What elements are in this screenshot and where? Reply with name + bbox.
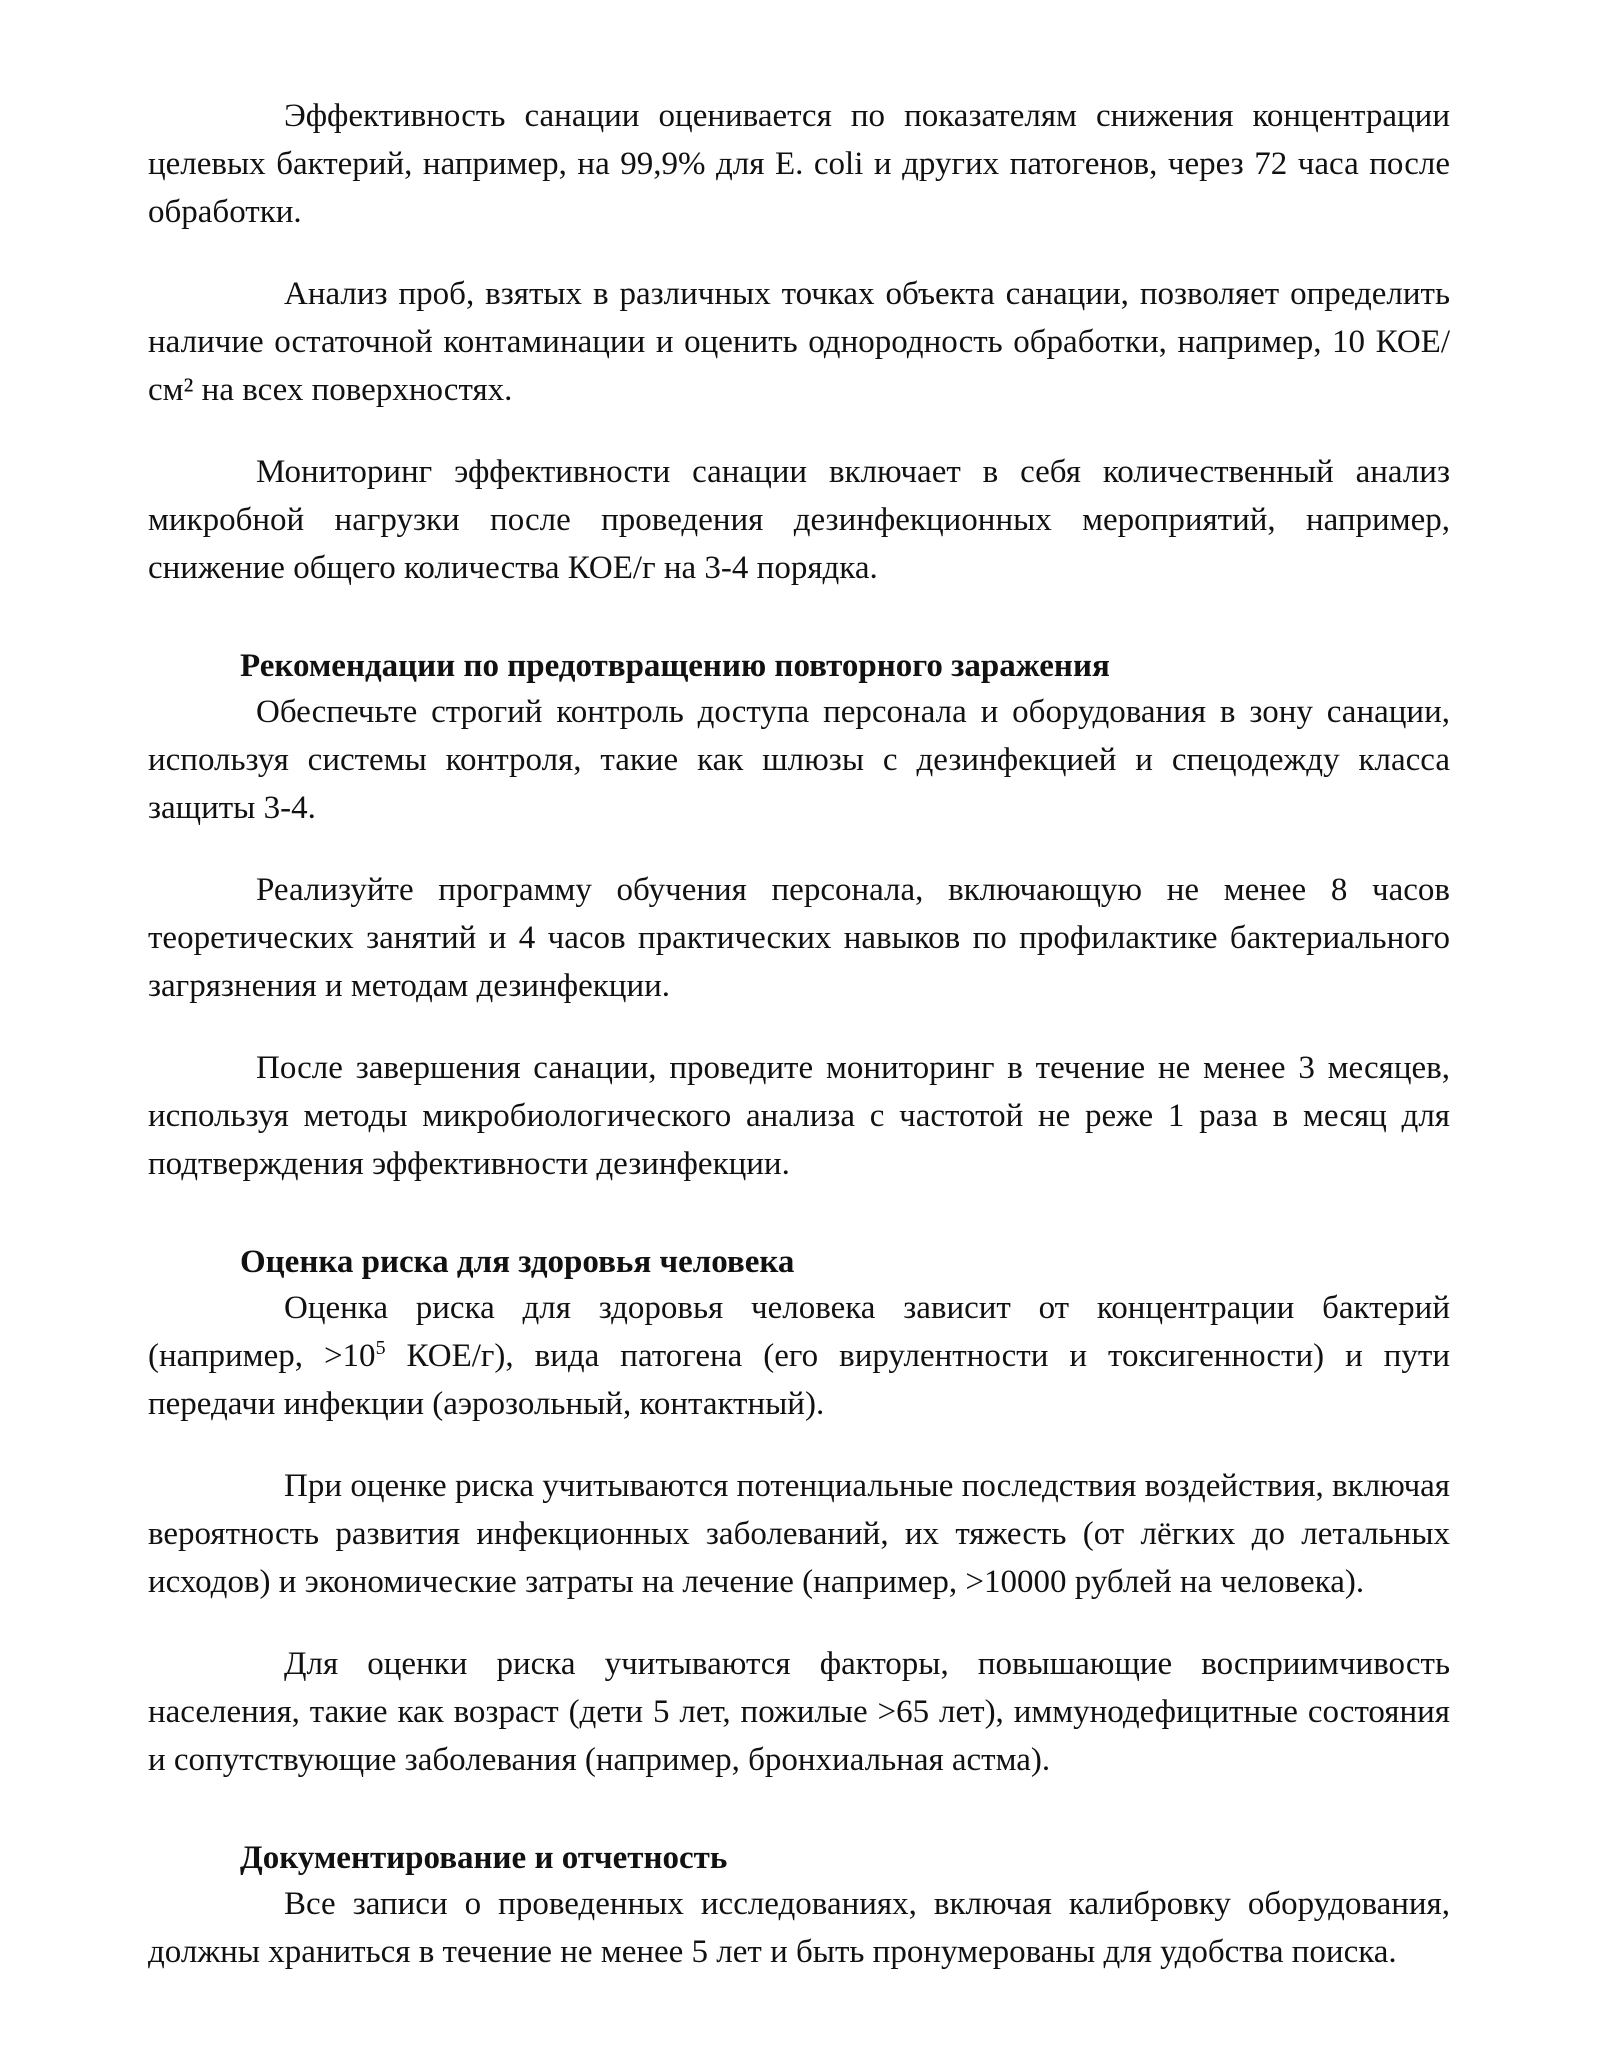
paragraph-monitoring: Мониторинг эффективности санации включает в себя количественный анализ микробной нагрузки после проведения дезинфекционных мероприятий, например, снижение общего количества КОЕ/г на 3-4 порядка. [148, 454, 1450, 586]
paragraph-risk-consequences: При оценке риска учитываются потенциальные последствия воздействия, включая вероятность развития инфекционных заболеваний, их тяжесть (от лёгких до летальных исходов) и экономические затраты на лечение (например, >10000 рублей на человека). [148, 1468, 1450, 1600]
heading-reinfection-prevention: Рекомендации по предотвращению повторного заражения [240, 648, 1110, 684]
superscript-exponent: 5 [375, 1337, 386, 1359]
paragraph-post-sanitation-monitoring: После завершения санации, проведите мониторинг в течение не менее 3 месяцев, используя методы микробиологического анализа с частотой не реже 1 раза в месяц для подтверждения эффективности дезинфекции. [148, 1050, 1450, 1182]
paragraph-access-control: Обеспечьте строгий контроль доступа персонала и оборудования в зону санации, используя системы контроля, такие как шлюзы с дезинфекцией и спецодежду класса защиты 3-4. [148, 694, 1450, 826]
document-page [148, 92, 1450, 1976]
text-fragment: Оценка риска для здоровья человека зависит от концентрации бактерий (например, >10 [148, 1290, 1450, 1374]
paragraph-staff-training: Реализуйте программу обучения персонала, включающую не менее 8 часов теоретических занятий и 4 часов практических навыков по профилактике бактериального загрязнения и методам дезинфекции. [148, 872, 1450, 1004]
paragraph-risk-factors-concentration [148, 1284, 1450, 1428]
paragraph-records-retention: Все записи о проведенных исследованиях, включая калибровку оборудования, должны храниться в течение не менее 5 лет и быть пронумерованы для удобства поиска. [148, 1886, 1450, 1970]
paragraph-sample-analysis: Анализ проб, взятых в различных точках объекта санации, позволяет определить наличие остаточной контаминации и оценить однородность обработки, например, 10 КОЕ/см² на всех поверхностях. [148, 276, 1450, 408]
text-fragment: КОЕ/г), вида патогена (его вирулентности и токсигенности) и пути передачи инфекции (аэрозольный, контактный). [148, 1338, 1450, 1422]
heading-documentation-reporting: Документирование и отчетность [240, 1840, 728, 1876]
paragraph-susceptibility-factors: Для оценки риска учитываются факторы, повышающие восприимчивость населения, такие как возраст (дети 5 лет, пожилые >65 лет), иммунодефицитные состояния и сопутствующие заболевания (например, бронхиальная астма). [148, 1646, 1450, 1778]
paragraph-sanitation-efficiency: Эффективность санации оценивается по показателям снижения концентрации целевых бактерий, например, на 99,9% для E. coli и других патогенов, через 72 часа после обработки. [148, 98, 1450, 230]
heading-health-risk-assessment: Оценка риска для здоровья человека [240, 1244, 795, 1280]
